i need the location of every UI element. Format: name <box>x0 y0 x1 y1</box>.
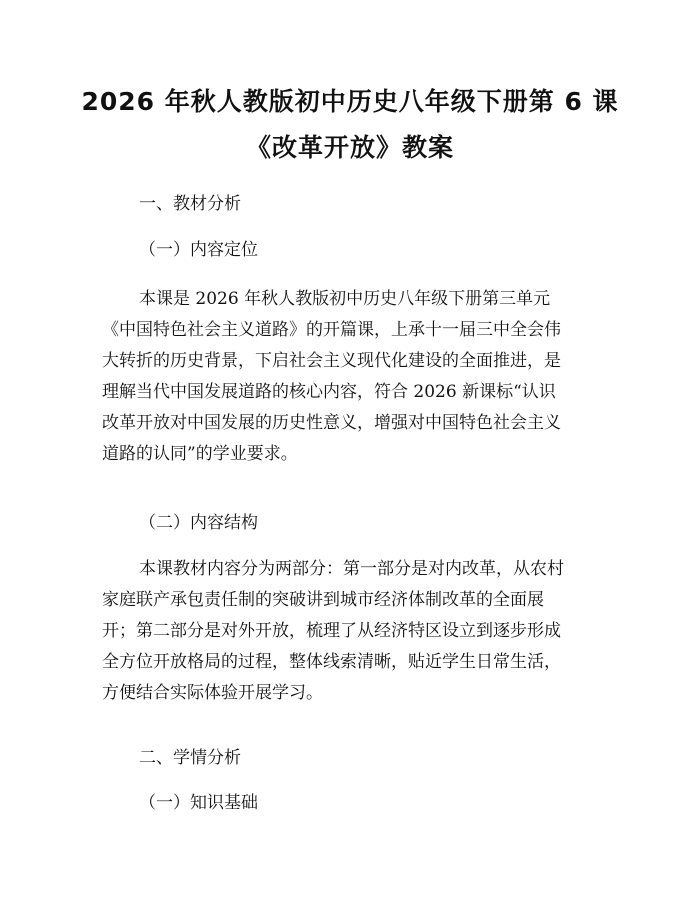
paragraph-line: 本课是 2026 年秋人教版初中历史八年级下册第三单元 <box>139 289 551 309</box>
subsection-heading-knowledge-basis: （一）知识基础 <box>139 793 258 813</box>
paragraph-line: 《中国特色社会主义道路》的开篇课，上承十一届三中全会伟 <box>102 320 561 340</box>
paragraph-line: 本课教材内容分为两部分：第一部分是对内改革，从农村 <box>139 559 564 579</box>
section-heading-student-analysis: 二、学情分析 <box>139 748 241 768</box>
paragraph-line: 大转折的历史背景，下启社会主义现代化建设的全面推进，是 <box>102 351 561 371</box>
paragraph-line: 开；第二部分是对外开放，梳理了从经济特区设立到逐步形成 <box>102 621 561 641</box>
paragraph-content-positioning <box>102 284 600 470</box>
paragraph-content-structure <box>102 554 600 709</box>
paragraph-line: 方便结合实际体验开展学习。 <box>102 683 323 703</box>
document-title-line-1: 2026 年秋人教版初中历史八年级下册第 6 课 <box>81 87 619 116</box>
paragraph-line: 家庭联产承包责任制的突破讲到城市经济体制改革的全面展 <box>102 590 544 610</box>
document-title-line-2: 《改革开放》教案 <box>245 133 454 162</box>
paragraph-line: 道路的认同”的学业要求。 <box>102 444 298 464</box>
subsection-heading-content-structure: （二）内容结构 <box>139 513 258 533</box>
paragraph-line: 改革开放对中国发展的历史性意义，增强对中国特色社会主义 <box>102 413 561 433</box>
section-heading-textbook-analysis: 一、教材分析 <box>139 194 241 214</box>
subsection-heading-content-positioning: （一）内容定位 <box>139 240 258 260</box>
paragraph-line: 全方位开放格局的过程，整体线索清晰，贴近学生日常生活， <box>102 652 561 672</box>
paragraph-line: 理解当代中国发展道路的核心内容，符合 2026 新课标“认识 <box>102 382 556 402</box>
